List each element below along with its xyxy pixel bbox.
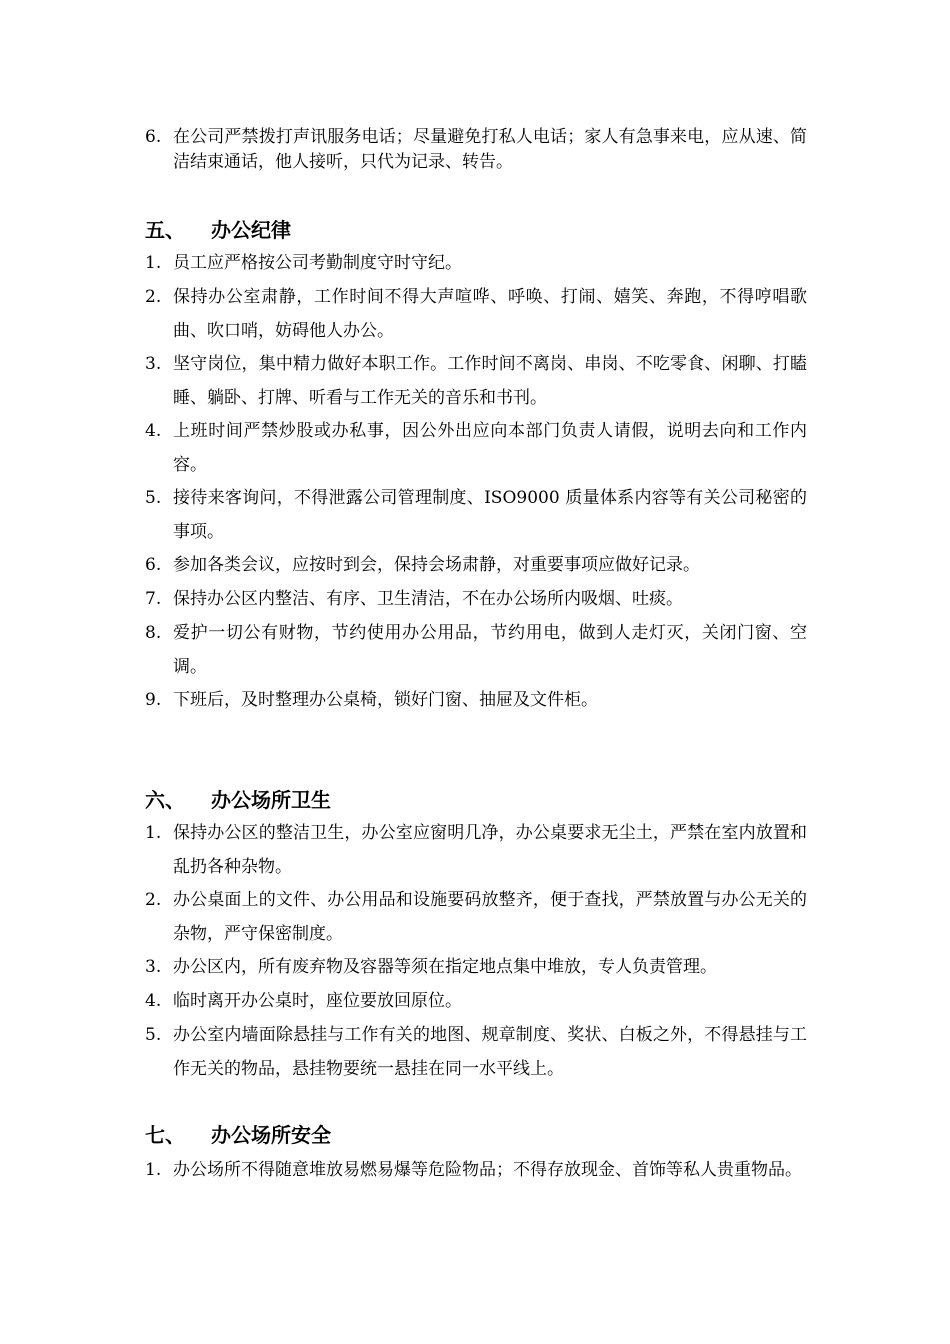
section-number: 六、: [145, 788, 185, 812]
list-item: [145, 1018, 807, 1086]
item-number: 8.: [145, 623, 162, 643]
item-text: 员工应严格按公司考勤制度守时守纪。: [173, 253, 462, 273]
item-text: 上班时间严禁炒股或办私事，因公外出应向本部门负责人请假，说明去向和工作内容。: [173, 421, 807, 475]
item-text: 保持办公室肃静，工作时间不得大声喧哗、呼唤、打闹、嬉笑、奔跑，不得哼唱歌曲、吹口哨，妨碍他人办公。: [173, 287, 807, 341]
section-heading: [145, 1122, 331, 1148]
item-text: 坚守岗位，集中精力做好本职工作。工作时间不离岗、串岗、不吃零食、闲聊、打瞌睡、躺卧、打牌、听看与工作无关的音乐和书刊。: [173, 354, 807, 408]
section-heading: [145, 787, 331, 813]
item-number: 5.: [145, 1025, 162, 1045]
list-item: [145, 1153, 807, 1187]
item-number: 3.: [145, 957, 162, 977]
list-item: [145, 616, 807, 684]
list-item: [145, 481, 807, 549]
item-number: 3.: [145, 354, 162, 374]
list-item: [145, 347, 807, 415]
list-item: [145, 950, 807, 984]
item-text: 在公司严禁拨打声讯服务电话；尽量避免打私人电话；家人有急事来电，应从速、简洁结束通话，他人接听，只代为记录、转告。: [173, 127, 807, 172]
list-item: [145, 125, 807, 175]
item-text: 参加各类会议，应按时到会，保持会场肃静，对重要事项应做好记录。: [173, 555, 700, 575]
item-number: 5.: [145, 488, 162, 508]
item-text: 办公区内，所有废弃物及容器等须在指定地点集中堆放，专人负责管理。: [173, 957, 717, 977]
list-item: [145, 683, 807, 717]
item-text: 办公室内墙面除悬挂与工作有关的地图、规章制度、奖状、白板之外，不得悬挂与工作无关的物品，悬挂物要统一悬挂在同一水平线上。: [173, 1025, 807, 1079]
item-text: 保持办公区的整洁卫生，办公室应窗明几净，办公桌要求无尘土，严禁在室内放置和乱扔各种杂物。: [173, 823, 807, 877]
list-item: [145, 414, 807, 482]
list-item: [145, 246, 807, 280]
item-number: 6.: [145, 127, 162, 147]
list-item: [145, 816, 807, 884]
item-number: 2.: [145, 890, 162, 910]
item-number: 1.: [145, 823, 162, 843]
item-number: 6.: [145, 555, 162, 575]
item-number: 4.: [145, 991, 162, 1011]
section-title: 办公纪律: [211, 218, 291, 242]
item-number: 9.: [145, 690, 162, 710]
section-number: 五、: [145, 218, 185, 242]
section-heading: [145, 217, 291, 243]
item-number: 1.: [145, 253, 162, 273]
list-item: [145, 883, 807, 951]
list-item: [145, 582, 807, 616]
section-title: 办公场所安全: [211, 1123, 331, 1147]
list-item: [145, 984, 807, 1018]
item-number: 2.: [145, 287, 162, 307]
item-number: 7.: [145, 589, 162, 609]
section-number: 七、: [145, 1123, 185, 1147]
item-text: 办公桌面上的文件、办公用品和设施要码放整齐，便于查找，严禁放置与办公无关的杂物，严守保密制度。: [173, 890, 807, 944]
section-title: 办公场所卫生: [211, 788, 331, 812]
item-text: 爱护一切公有财物，节约使用办公用品，节约用电，做到人走灯灭，关闭门窗、空调。: [173, 623, 807, 677]
item-text: 办公场所不得随意堆放易燃易爆等危险物品；不得存放现金、首饰等私人贵重物品。: [173, 1160, 802, 1180]
item-text: 临时离开办公桌时，座位要放回原位。: [173, 991, 462, 1011]
item-text: 接待来客询问，不得泄露公司管理制度、ISO9000 质量体系内容等有关公司秘密的事项。: [173, 488, 807, 542]
item-text: 下班后，及时整理办公桌椅，锁好门窗、抽屉及文件柜。: [173, 690, 598, 710]
item-number: 1.: [145, 1160, 162, 1180]
item-text: 保持办公区内整洁、有序、卫生清洁，不在办公场所内吸烟、吐痰。: [173, 589, 683, 609]
list-item: [145, 548, 807, 582]
item-number: 4.: [145, 421, 162, 441]
list-item: [145, 280, 807, 348]
